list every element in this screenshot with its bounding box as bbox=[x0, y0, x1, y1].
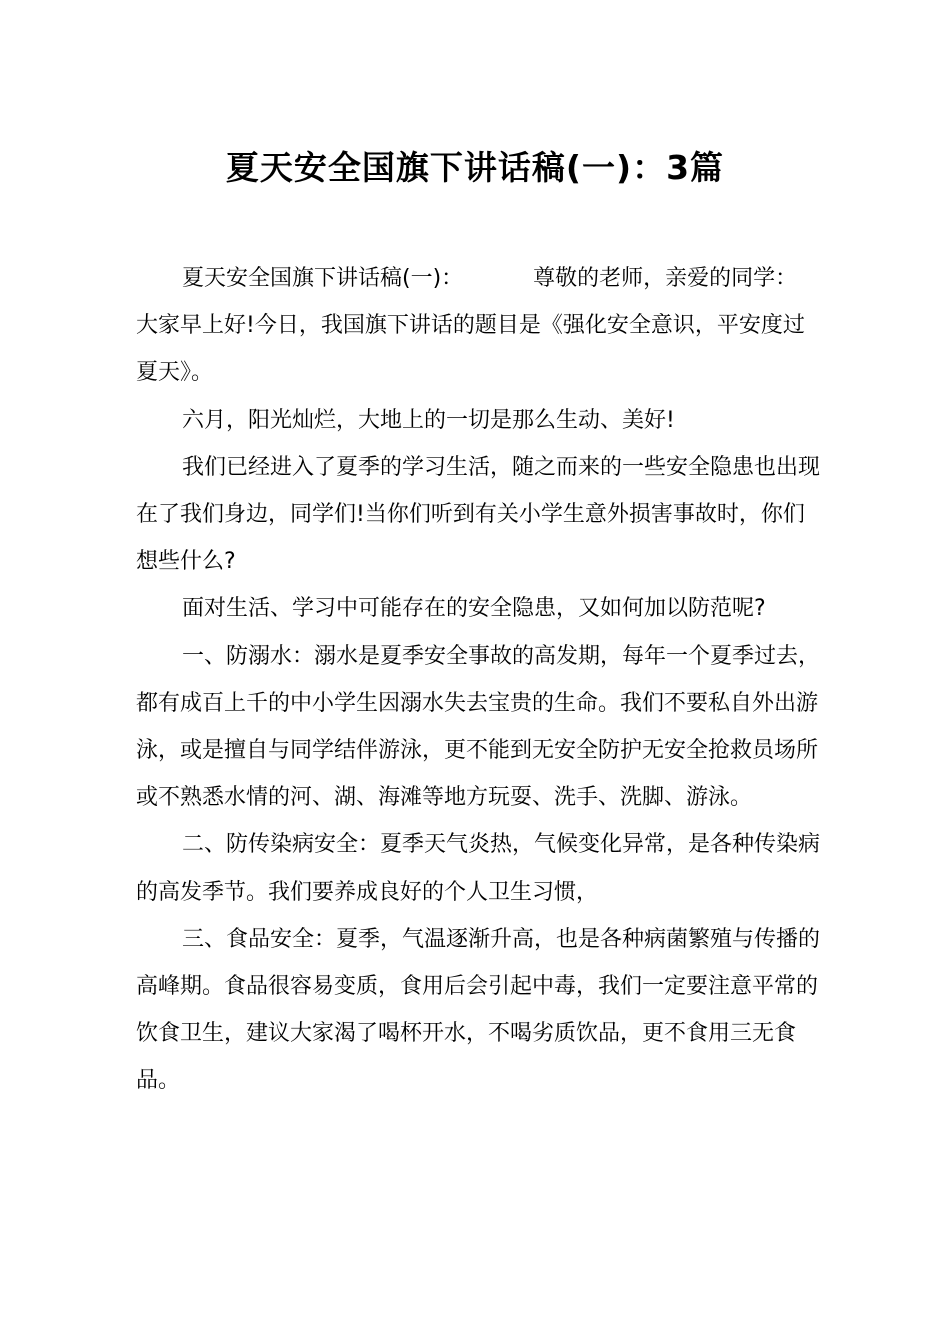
paragraph: 面对生活、学习中可能存在的安全隐患，又如何加以防范呢? bbox=[182, 596, 766, 622]
paragraph: 我们已经进入了夏季的学习生活，随之而来的一些安全隐患也出现在了我们身边，同学们!当你们听到有关小学生意外损害事故时，你们想些什么? bbox=[136, 454, 821, 575]
intro-text: 尊敬的老师，亲爱的同学： 大家早上好!今日，我国旗下讲话的题目是《强化安全意识，平安度过夏天》。 bbox=[136, 266, 805, 386]
paragraph: 六月，阳光灿烂，大地上的一切是那么生动、美好! bbox=[182, 407, 675, 433]
paragraph-intro bbox=[136, 255, 826, 397]
paragraph: 三、食品安全：夏季，气温逐渐升高，也是各种病菌繁殖与传播的高峰期。食品很容易变质，食用后会引起中毒，我们一定要注意平常的饮食卫生，建议大家渴了喝杯开水，不喝劣质饮品，更不食用三无食品。 bbox=[136, 926, 821, 1094]
paragraph: 一、防溺水：溺水是夏季安全事故的高发期，每年一个夏季过去，都有成百上千的中小学生因溺水失去宝贵的生命。我们不要私自外出游泳，或是擅自与同学结伴游泳，更不能到无安全防护无安全抢救员场所或不熟悉水情的河、湖、海滩等地方玩耍、洗手、洗脚、游泳。 bbox=[136, 643, 821, 811]
document-title: 夏天安全国旗下讲话稿(一)：3篇 bbox=[225, 148, 725, 187]
intro-heading: 夏天安全国旗下讲话稿(一)： bbox=[182, 266, 464, 291]
paragraph: 二、防传染病安全：夏季天气炎热，气候变化异常，是各种传染病的高发季节。我们要养成良好的个人卫生习惯， bbox=[136, 832, 821, 905]
document-body bbox=[136, 255, 826, 1105]
